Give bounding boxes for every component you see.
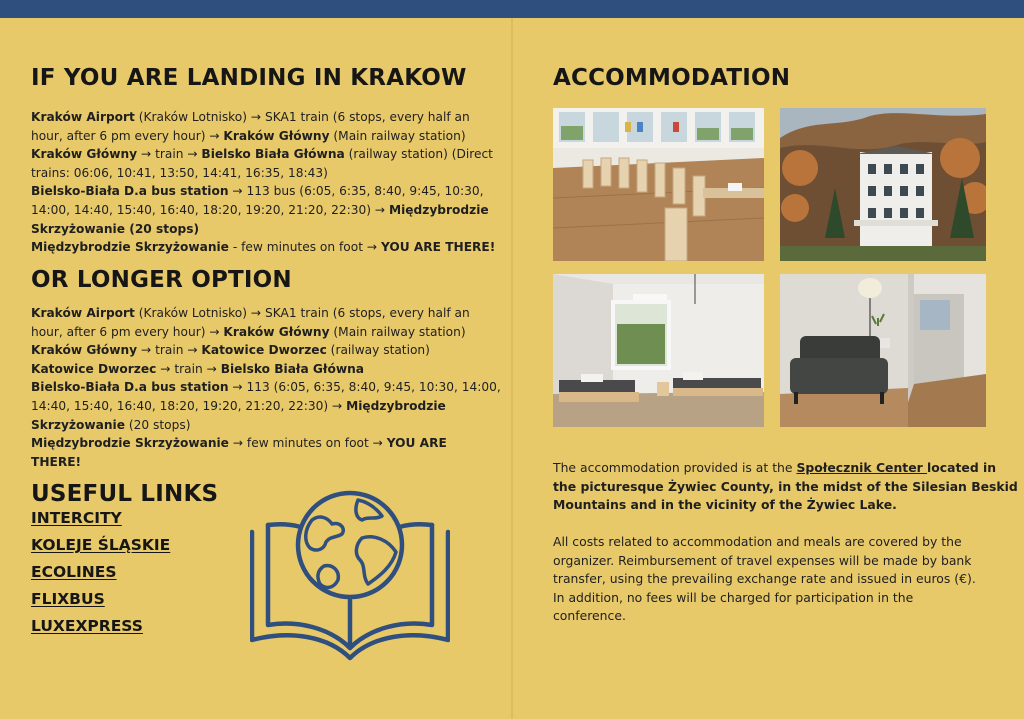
link-flixbus[interactable]: FLIXBUS xyxy=(31,589,105,608)
text-line xyxy=(31,182,495,201)
accommodation-paragraph-2 xyxy=(553,533,1008,626)
text-segment: In addition, no fees will be charged for participation in the xyxy=(553,589,914,605)
text-segment: → 113 (6:05, 6:35, 8:40, 9:45, 10:30, 14:00, xyxy=(228,380,501,395)
bold-text: Międzybrodzie xyxy=(388,202,489,217)
text-segment: (20 stops) xyxy=(125,417,191,432)
link-koleje-slaskie[interactable]: KOLEJE ŚLĄSKIE xyxy=(31,535,171,554)
text-line xyxy=(553,496,1008,515)
bold-text: Kraków Główny xyxy=(31,147,138,162)
text-line xyxy=(31,201,495,220)
text-segment: → train → xyxy=(137,343,202,358)
text-segment: (railway station) (Direct xyxy=(344,147,493,162)
text-segment: → train → xyxy=(156,361,221,376)
link-intercity[interactable]: INTERCITY xyxy=(31,509,122,527)
text-line xyxy=(553,589,1008,608)
longer-directions xyxy=(31,304,501,471)
text-segment: (railway station) xyxy=(326,343,430,358)
text-line xyxy=(31,220,495,239)
bold-text: the picturesque Żywiec County, in the midst of the Silesian Beskid xyxy=(553,478,1018,494)
bold-text[interactable]: Społecznik Center xyxy=(796,460,928,475)
accommodation-description xyxy=(553,459,1018,626)
text-line xyxy=(553,459,1008,478)
text-segment: 14:40, 15:40, 16:40, 18:20, 19:20, 21:20, 22:30) → xyxy=(31,398,347,413)
text-segment: All costs related to accommodation and meals are covered by the xyxy=(553,534,962,549)
heading-accommodation: ACCOMMODATION xyxy=(553,65,791,91)
text-segment: → train → xyxy=(137,147,202,162)
text-line xyxy=(31,434,501,453)
text-line xyxy=(31,341,501,360)
living-room-photo xyxy=(780,274,986,427)
heading-longer-option: OR LONGER OPTION xyxy=(31,267,292,293)
text-line xyxy=(31,397,501,416)
text-segment: (Kraków Lotnisko) → SKA1 train (6 stops, every half an xyxy=(134,110,470,124)
useful-links-list xyxy=(31,505,170,640)
bold-text: Kraków Główny xyxy=(31,343,138,358)
text-segment: The accommodation provided is at the xyxy=(553,460,797,475)
text-line xyxy=(553,478,1018,497)
bold-text: Międzybrodzie Skrzyżowanie xyxy=(31,436,229,451)
bold-text: YOU ARE THERE! xyxy=(380,240,496,255)
link-ecolines[interactable]: ECOLINES xyxy=(31,562,117,581)
text-segment: trains: 06:06, 10:41, 13:50, 14:41, 16:35, 18:43) xyxy=(31,165,328,180)
text-line xyxy=(31,127,495,146)
building-exterior-photo xyxy=(780,108,986,261)
heading-krakow: IF YOU ARE LANDING IN KRAKOW xyxy=(31,65,467,91)
text-line xyxy=(31,453,501,472)
bold-text: Kraków Główny xyxy=(223,324,330,339)
bold-text: located in xyxy=(927,460,997,475)
heading-useful-links: USEFUL LINKS xyxy=(31,481,219,507)
bold-text: Katowice Dworzec xyxy=(201,343,327,358)
text-line xyxy=(31,164,495,183)
krakow-directions xyxy=(31,108,495,257)
text-line xyxy=(31,378,501,397)
bold-text: Międzybrodzie xyxy=(346,398,446,413)
bold-text: Bielsko-Biała D.a bus station xyxy=(31,184,229,199)
text-segment: (Main railway station) xyxy=(329,324,466,339)
text-segment: → 113 bus (6:05, 6:35, 8:40, 9:45, 10:30, xyxy=(228,184,484,199)
bold-text: Bielsko Biała Główna xyxy=(201,147,345,162)
bold-text: Mountains and in the vicinity of the Żywiec Lake. xyxy=(553,497,897,512)
bold-text: Kraków Główny xyxy=(223,128,330,143)
text-line xyxy=(31,238,495,257)
text-segment: conference. xyxy=(553,608,626,623)
text-line xyxy=(31,360,501,379)
bold-text: Katowice Dworzec xyxy=(31,361,157,376)
text-line xyxy=(553,552,1008,571)
bold-text: Międzybrodzie Skrzyżowanie xyxy=(31,240,229,255)
bold-text: THERE! xyxy=(31,454,82,469)
text-segment: transfer, using the prevailing exchange rate and issued in euros (€). xyxy=(553,571,976,586)
text-line xyxy=(553,570,1008,589)
text-segment: 14:00, 14:40, 15:40, 16:40, 18:20, 19:20, 21:20, 22:30) → xyxy=(31,202,389,217)
link-luxexpress[interactable]: LUXEXPRESS xyxy=(31,616,143,635)
bold-text: Bielsko-Biała D.a bus station xyxy=(31,380,229,395)
top-bar xyxy=(0,0,1024,18)
text-segment: (Kraków Lotnisko) → SKA1 train (6 stops, every half an xyxy=(134,306,470,320)
text-line xyxy=(553,533,1008,552)
conference-room-photo xyxy=(553,108,764,261)
text-segment: hour, after 6 pm every hour) → xyxy=(31,324,224,339)
text-line xyxy=(31,304,501,323)
text-line xyxy=(31,416,501,435)
text-segment: → few minutes on foot → xyxy=(228,436,387,451)
text-segment: organizer. Reimbursement of travel expenses will be made by bank xyxy=(553,552,972,568)
text-segment: - few minutes on foot → xyxy=(228,240,381,255)
page-fold xyxy=(511,18,513,719)
bold-text: Skrzyżowanie xyxy=(31,417,126,432)
accommodation-paragraph-1 xyxy=(553,459,1018,515)
text-line xyxy=(553,607,1008,626)
bold-text: Kraków Airport xyxy=(31,306,135,320)
bold-text: Skrzyżowanie (20 stops) xyxy=(31,221,200,236)
text-segment: hour, after 6 pm every hour) → xyxy=(31,128,224,143)
open-book-globe-icon xyxy=(250,480,450,669)
text-line xyxy=(31,323,501,342)
bedroom-photo xyxy=(553,274,764,427)
bold-text: Kraków Airport xyxy=(31,110,135,124)
text-segment: (Main railway station) xyxy=(329,128,466,143)
text-line xyxy=(31,108,495,127)
bold-text: Bielsko Biała Główna xyxy=(220,361,364,376)
text-line xyxy=(31,145,495,164)
bold-text: YOU ARE xyxy=(386,436,447,451)
